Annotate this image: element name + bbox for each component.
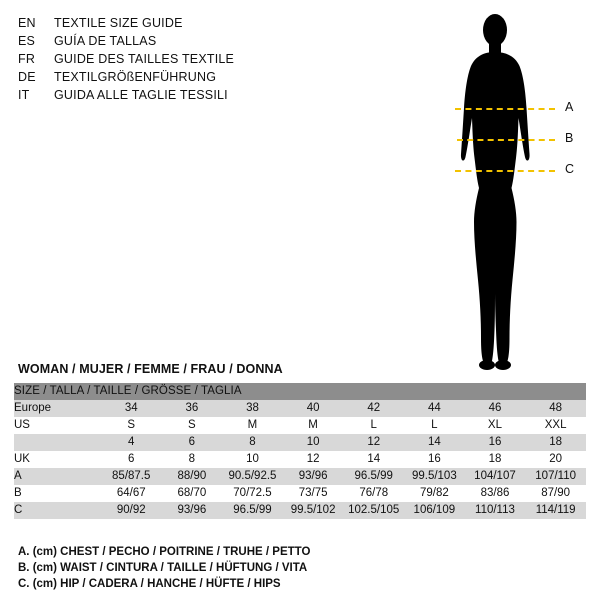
cell: 48 (525, 400, 586, 417)
cell: 38 (222, 400, 283, 417)
language-title: GUIDE DES TAILLES TEXTILE (54, 52, 235, 66)
cell: 90.5/92.5 (222, 468, 283, 485)
language-code: DE (18, 70, 36, 84)
cell: 14 (343, 451, 404, 468)
measure-line-waist (457, 139, 555, 141)
cell: 8 (162, 451, 223, 468)
table-row (14, 485, 586, 502)
language-row (18, 52, 318, 70)
cell: M (283, 417, 344, 434)
cell: 8 (222, 434, 283, 451)
cell: S (101, 417, 162, 434)
cell: 12 (283, 451, 344, 468)
cell: 6 (101, 451, 162, 468)
measure-label-a: A (565, 100, 574, 114)
cell: 99.5/103 (404, 468, 465, 485)
table-header-cell: SIZE / TALLA / TAILLE / GRÖSSE / TAGLIA (14, 383, 586, 400)
language-title: TEXTILGRÖßENFÜHRUNG (54, 70, 217, 84)
cell: 79/82 (404, 485, 465, 502)
female-silhouette-icon (435, 8, 555, 373)
cell: 42 (343, 400, 404, 417)
note-hip: C. (cm) HIP / CADERA / HANCHE / HÜFTE / HIPS (18, 578, 281, 590)
cell: 14 (404, 434, 465, 451)
cell: L (343, 417, 404, 434)
cell: 18 (525, 434, 586, 451)
table-row (14, 468, 586, 485)
cell: 36 (162, 400, 223, 417)
row-label (14, 434, 101, 451)
language-row (18, 88, 318, 106)
cell: 110/113 (465, 502, 526, 519)
cell: 106/109 (404, 502, 465, 519)
cell: 85/87.5 (101, 468, 162, 485)
cell: 40 (283, 400, 344, 417)
size-table (14, 383, 586, 519)
language-code: FR (18, 52, 36, 66)
cell: XXL (525, 417, 586, 434)
cell: 34 (101, 400, 162, 417)
language-row (18, 70, 318, 88)
measure-label-b: B (565, 131, 574, 145)
cell: 96.5/99 (343, 468, 404, 485)
group-label: WOMAN / MUJER / FEMME / FRAU / DONNA (18, 362, 283, 376)
table-row (14, 400, 586, 417)
cell: 10 (283, 434, 344, 451)
cell: 68/70 (162, 485, 223, 502)
cell: 12 (343, 434, 404, 451)
cell: 16 (465, 434, 526, 451)
cell: 90/92 (101, 502, 162, 519)
cell: 83/86 (465, 485, 526, 502)
cell: 44 (404, 400, 465, 417)
cell: 88/90 (162, 468, 223, 485)
table-row (14, 434, 586, 451)
language-title-block (18, 16, 318, 106)
cell: 107/110 (525, 468, 586, 485)
cell: 64/67 (101, 485, 162, 502)
cell: S (162, 417, 223, 434)
language-title: GUIDA ALLE TAGLIE TESSILI (54, 88, 228, 102)
measure-line-hip (455, 170, 555, 172)
cell: 114/119 (525, 502, 586, 519)
language-code: EN (18, 16, 36, 30)
table-header-row (14, 383, 586, 400)
cell: 104/107 (465, 468, 526, 485)
cell: 96.5/99 (222, 502, 283, 519)
cell: 93/96 (162, 502, 223, 519)
cell: 76/78 (343, 485, 404, 502)
measure-label-c: C (565, 162, 575, 176)
measure-line-chest (455, 108, 555, 110)
language-code: IT (18, 88, 30, 102)
table-row (14, 451, 586, 468)
cell: 4 (101, 434, 162, 451)
cell: 73/75 (283, 485, 344, 502)
cell: 93/96 (283, 468, 344, 485)
cell: 102.5/105 (343, 502, 404, 519)
cell: 70/72.5 (222, 485, 283, 502)
note-chest: A. (cm) CHEST / PECHO / POITRINE / TRUHE / PETTO (18, 546, 311, 558)
language-code: ES (18, 34, 36, 48)
measurement-notes (18, 544, 310, 592)
cell: 20 (525, 451, 586, 468)
row-label: A (14, 468, 101, 485)
cell: 87/90 (525, 485, 586, 502)
language-title: GUÍA DE TALLAS (54, 34, 157, 48)
cell: 46 (465, 400, 526, 417)
figure-diagram (400, 8, 600, 373)
row-label: C (14, 502, 101, 519)
note-waist: B. (cm) WAIST / CINTURA / TAILLE / HÜFTUNG / VITA (18, 562, 308, 574)
cell: M (222, 417, 283, 434)
row-label: UK (14, 451, 101, 468)
language-row (18, 16, 318, 34)
cell: L (404, 417, 465, 434)
row-label: Europe (14, 400, 101, 417)
row-label: B (14, 485, 101, 502)
cell: XL (465, 417, 526, 434)
cell: 6 (162, 434, 223, 451)
table-row (14, 417, 586, 434)
cell: 99.5/102 (283, 502, 344, 519)
cell: 16 (404, 451, 465, 468)
cell: 18 (465, 451, 526, 468)
language-title: TEXTILE SIZE GUIDE (54, 16, 183, 30)
cell: 10 (222, 451, 283, 468)
table-row (14, 502, 586, 519)
language-row (18, 34, 318, 52)
row-label: US (14, 417, 101, 434)
